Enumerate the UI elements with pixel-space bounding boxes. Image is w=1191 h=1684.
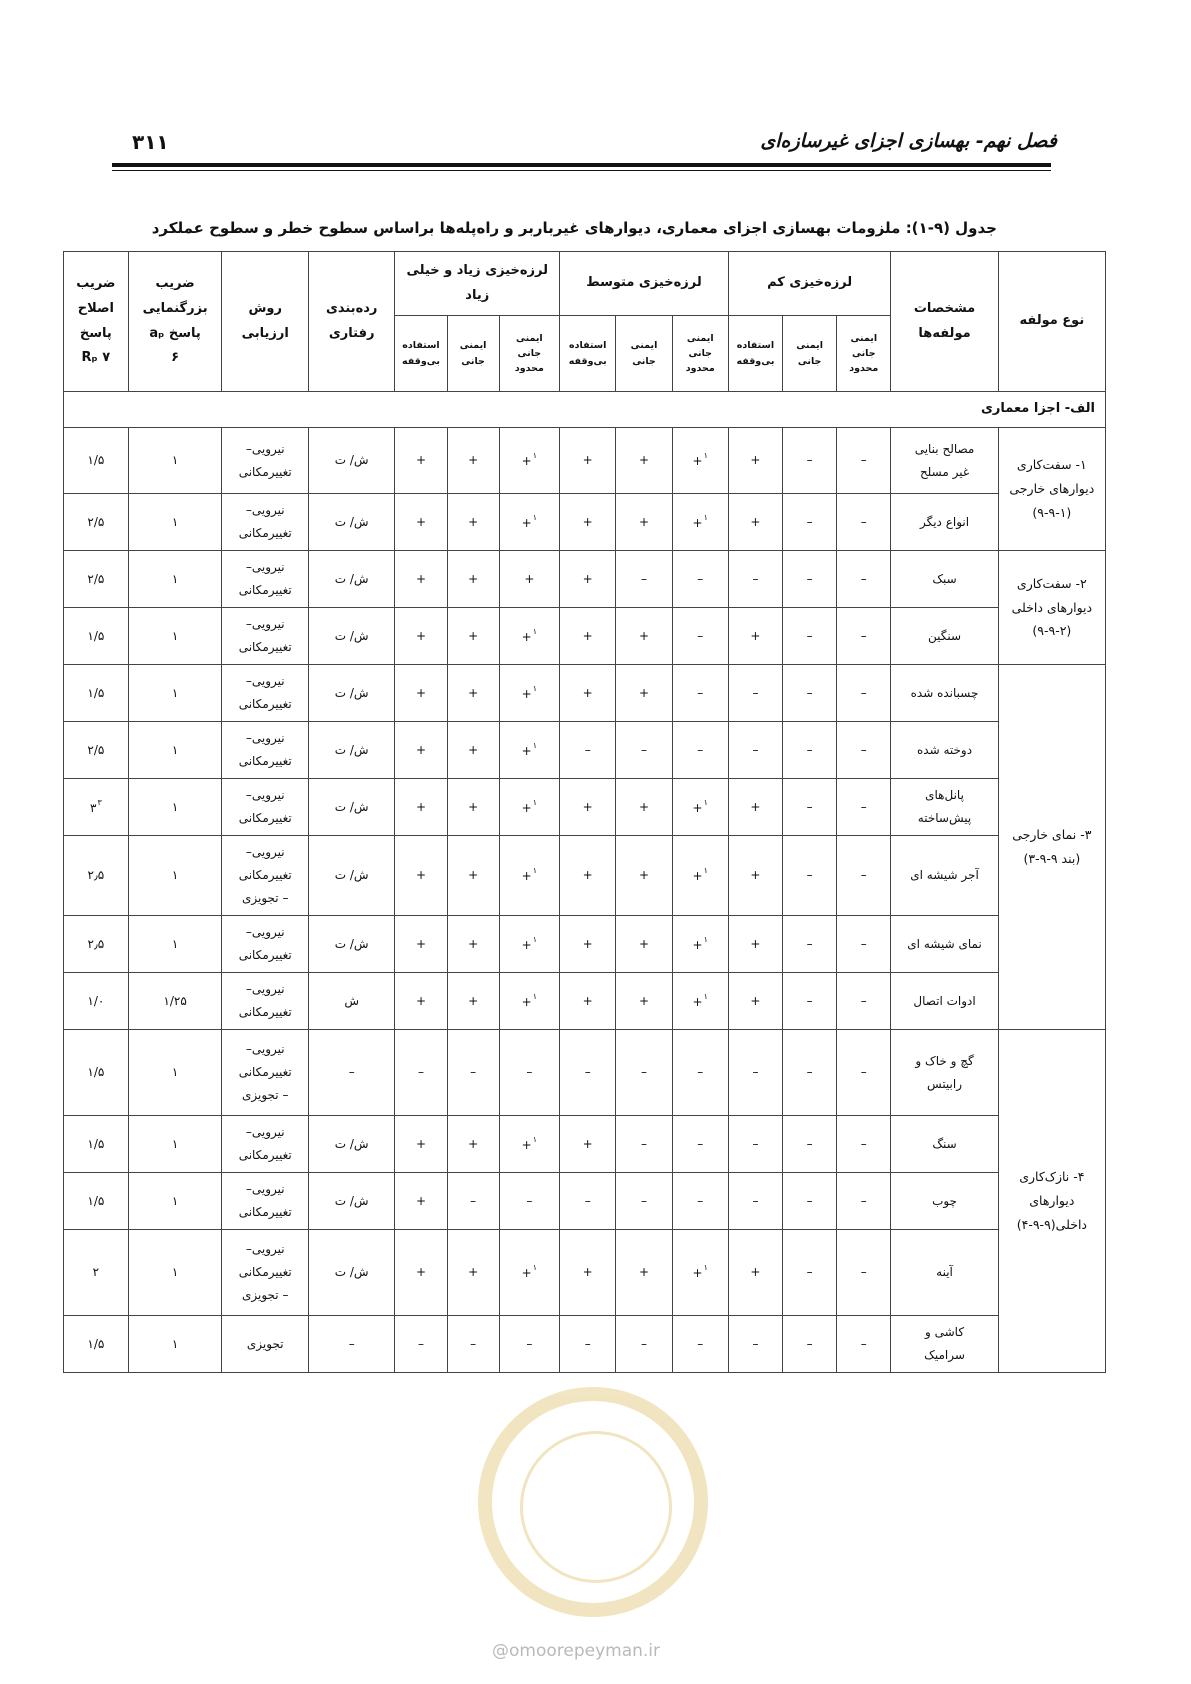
component-spec-cell: گچ و خاک و رابیتس bbox=[891, 1030, 998, 1116]
requirement-cell: + bbox=[447, 916, 499, 973]
requirement-cell: – bbox=[616, 722, 672, 779]
subheader-low-immediate-occupancy: استفاده بی‌وقفه bbox=[728, 316, 782, 392]
requirement-cell: – bbox=[616, 551, 672, 608]
requirement-cell: – bbox=[837, 494, 891, 551]
requirement-cell: + bbox=[395, 608, 447, 665]
requirement-cell: – bbox=[783, 1030, 837, 1116]
requirement-symbol: + bbox=[692, 937, 703, 952]
table-caption: جدول (۹-۱): ملزومات بهسازی اجزای معماری، دیوارهای غیرباربر و راه‌پله‌ها براساس سطوح خطر و سطوح عملکرد bbox=[151, 219, 997, 237]
table-row bbox=[64, 665, 1106, 722]
requirement-cell: – bbox=[560, 722, 616, 779]
amplification-factor-cell: ۱ bbox=[128, 665, 222, 722]
component-spec-cell: نمای شیشه ای bbox=[891, 916, 998, 973]
requirement-cell bbox=[672, 973, 728, 1030]
requirement-symbol: + bbox=[521, 994, 532, 1009]
header-rule-thin bbox=[112, 170, 1051, 171]
response-modification-factor-cell: ۱/۵ bbox=[64, 1116, 129, 1173]
requirement-cell: – bbox=[783, 722, 837, 779]
footnote-mark: ۱ bbox=[703, 866, 708, 876]
requirement-cell: + bbox=[728, 916, 782, 973]
table-row bbox=[64, 1230, 1106, 1316]
requirement-cell: + bbox=[560, 1116, 616, 1173]
requirement-cell: + bbox=[395, 1116, 447, 1173]
requirement-cell bbox=[499, 665, 559, 722]
requirement-cell: + bbox=[728, 1230, 782, 1316]
requirement-cell: + bbox=[616, 1230, 672, 1316]
requirement-cell: – bbox=[672, 608, 728, 665]
requirement-cell: + bbox=[728, 494, 782, 551]
requirement-cell: – bbox=[783, 551, 837, 608]
subheader-low-life-safety: ایمنی جانی bbox=[783, 316, 837, 392]
footnote-mark: ۱ bbox=[703, 991, 708, 1001]
requirement-cell: – bbox=[616, 1173, 672, 1230]
requirement-cell: – bbox=[672, 722, 728, 779]
requirement-cell: – bbox=[447, 1316, 499, 1373]
requirement-cell: + bbox=[728, 973, 782, 1030]
section-architectural-components: الف- اجزا معماری bbox=[64, 392, 1106, 428]
requirement-cell bbox=[672, 494, 728, 551]
watermark-url: @omoorepeyman.ir bbox=[492, 1641, 661, 1661]
requirement-cell bbox=[499, 608, 559, 665]
requirement-cell: – bbox=[616, 1316, 672, 1373]
component-spec-cell: انواع دیگر bbox=[891, 494, 998, 551]
amplification-factor-cell: ۱ bbox=[128, 494, 222, 551]
requirement-symbol: + bbox=[692, 800, 703, 815]
requirement-cell: + bbox=[395, 1173, 447, 1230]
requirement-cell: + bbox=[560, 1230, 616, 1316]
page-number: ۳۱۱ bbox=[132, 130, 169, 154]
requirement-cell: + bbox=[616, 428, 672, 494]
amplification-factor-cell: ۱ bbox=[128, 836, 222, 916]
amplification-factor-cell: ۱ bbox=[128, 1173, 222, 1230]
footnote-mark: ۱ bbox=[532, 991, 538, 1001]
component-spec-cell: کاشی و سرامیک bbox=[891, 1316, 998, 1373]
behavior-class-cell: ش/ ت bbox=[308, 428, 394, 494]
amplification-factor-cell: ۱ bbox=[128, 779, 222, 836]
amplification-factor-cell: ۱ bbox=[128, 428, 222, 494]
component-type-cell: ۴- نازک‌کاری دیوارهای داخلی(۹-۹-۴) bbox=[998, 1030, 1105, 1373]
requirement-cell bbox=[499, 1116, 559, 1173]
requirement-cell: + bbox=[728, 779, 782, 836]
subheader-moderate-limited-life-safety: ایمنی جانی محدود bbox=[672, 316, 728, 392]
component-spec-cell: آینه bbox=[891, 1230, 998, 1316]
requirement-cell: – bbox=[728, 665, 782, 722]
eval-method-cell: نیرویی– تغییرمکانی bbox=[222, 916, 308, 973]
requirement-cell: + bbox=[395, 973, 447, 1030]
requirement-cell: – bbox=[672, 665, 728, 722]
requirement-cell: + bbox=[728, 608, 782, 665]
requirement-cell: – bbox=[837, 551, 891, 608]
requirement-cell bbox=[672, 1230, 728, 1316]
requirement-cell: – bbox=[837, 1116, 891, 1173]
table-row bbox=[64, 608, 1106, 665]
requirement-cell: + bbox=[616, 836, 672, 916]
amplification-factor-cell: ۱ bbox=[128, 608, 222, 665]
header-rule-thick bbox=[112, 163, 1051, 167]
amplification-factor-cell: ۱ bbox=[128, 1316, 222, 1373]
eval-method-cell: نیرویی– تغییرمکانی bbox=[222, 1116, 308, 1173]
eval-method-cell: نیرویی– تغییرمکانی bbox=[222, 973, 308, 1030]
requirement-cell bbox=[499, 428, 559, 494]
response-modification-factor-cell: ۲/۵ bbox=[64, 551, 129, 608]
requirement-cell: – bbox=[837, 1030, 891, 1116]
requirement-cell bbox=[672, 916, 728, 973]
behavior-class-cell: ش/ ت bbox=[308, 551, 394, 608]
requirement-cell: + bbox=[395, 494, 447, 551]
footnote-mark: ۱ bbox=[532, 1263, 538, 1273]
requirement-cell: – bbox=[499, 1316, 559, 1373]
requirement-cell: + bbox=[447, 494, 499, 551]
requirement-cell: – bbox=[616, 1030, 672, 1116]
eval-method-cell: تجویزی bbox=[222, 1316, 308, 1373]
requirement-symbol: + bbox=[521, 629, 532, 644]
requirement-cell: – bbox=[837, 973, 891, 1030]
requirement-cell: + bbox=[447, 551, 499, 608]
component-spec-cell: سنگ bbox=[891, 1116, 998, 1173]
component-spec-cell: دوخته شده bbox=[891, 722, 998, 779]
requirement-symbol: + bbox=[521, 686, 532, 701]
behavior-class-cell: ش/ ت bbox=[308, 1116, 394, 1173]
header-moderate-seismicity: لرزه‌خیزی متوسط bbox=[560, 252, 729, 316]
requirement-symbol: + bbox=[692, 994, 703, 1009]
table-row bbox=[64, 551, 1106, 608]
table-row bbox=[64, 916, 1106, 973]
table-row bbox=[64, 1316, 1106, 1373]
requirement-cell: + bbox=[447, 1230, 499, 1316]
response-modification-factor-cell: ۱/۵ bbox=[64, 665, 129, 722]
footnote-mark: ۱ bbox=[703, 934, 708, 944]
table-row bbox=[64, 779, 1106, 836]
requirement-cell: – bbox=[560, 1173, 616, 1230]
requirement-cell: + bbox=[395, 1230, 447, 1316]
requirement-cell bbox=[499, 494, 559, 551]
requirement-cell: – bbox=[728, 1116, 782, 1173]
component-spec-cell: سبک bbox=[891, 551, 998, 608]
requirement-cell: + bbox=[560, 916, 616, 973]
requirement-cell: + bbox=[395, 551, 447, 608]
subheader-low-limited-life-safety: ایمنی جانی محدود bbox=[837, 316, 891, 392]
amplification-factor-cell: ۱ bbox=[128, 1030, 222, 1116]
header-response-modification-factor: ضریب اصلاح پاسخ ۷ Rₚ bbox=[64, 252, 129, 392]
requirement-cell: + bbox=[395, 722, 447, 779]
behavior-class-cell: ش/ ت bbox=[308, 1173, 394, 1230]
requirement-cell: + bbox=[560, 428, 616, 494]
chapter-title: فصل نهم- بهسازی اجزای غیرسازه‌ای bbox=[760, 130, 1057, 152]
footnote-mark: ۱ bbox=[532, 797, 538, 807]
requirement-cell: + bbox=[447, 665, 499, 722]
footnote-mark: ۱ bbox=[532, 866, 538, 876]
requirement-cell bbox=[499, 722, 559, 779]
component-spec-cell: پانل‌های پیش‌ساخته bbox=[891, 779, 998, 836]
requirement-cell: – bbox=[783, 608, 837, 665]
watermark-seal bbox=[478, 1387, 708, 1617]
requirement-cell: + bbox=[616, 608, 672, 665]
eval-method-cell: نیرویی– تغییرمکانی bbox=[222, 428, 308, 494]
eval-method-cell: نیرویی– تغییرمکانی bbox=[222, 494, 308, 551]
requirement-cell: – bbox=[783, 428, 837, 494]
requirement-cell: – bbox=[783, 779, 837, 836]
footnote-mark: ۳ bbox=[97, 797, 102, 807]
amplification-factor-cell: ۱ bbox=[128, 722, 222, 779]
response-modification-factor-cell bbox=[64, 779, 129, 836]
requirement-cell: + bbox=[499, 551, 559, 608]
requirement-cell bbox=[672, 428, 728, 494]
subheader-moderate-immediate-occupancy: استفاده بی‌وقفه bbox=[560, 316, 616, 392]
response-modification-factor-cell: ۱/۵ bbox=[64, 608, 129, 665]
requirement-symbol: + bbox=[521, 454, 532, 469]
requirement-cell: + bbox=[560, 779, 616, 836]
requirement-cell: – bbox=[837, 836, 891, 916]
requirement-cell: + bbox=[616, 973, 672, 1030]
header-eval-method: روش ارزیابی bbox=[222, 252, 308, 392]
component-spec-cell: سنگین bbox=[891, 608, 998, 665]
requirement-cell bbox=[672, 779, 728, 836]
requirement-cell: – bbox=[837, 1173, 891, 1230]
table-row bbox=[64, 1116, 1106, 1173]
requirement-cell bbox=[499, 1230, 559, 1316]
requirement-symbol: + bbox=[521, 937, 532, 952]
watermark-seal-inner-ring bbox=[520, 1431, 672, 1583]
requirement-cell: – bbox=[837, 916, 891, 973]
requirement-cell: + bbox=[395, 836, 447, 916]
requirement-cell: – bbox=[783, 1173, 837, 1230]
requirement-cell: + bbox=[560, 836, 616, 916]
requirement-cell: – bbox=[837, 722, 891, 779]
requirement-cell: – bbox=[783, 494, 837, 551]
behavior-class-cell: ش/ ت bbox=[308, 722, 394, 779]
table-row bbox=[64, 1030, 1106, 1116]
requirement-cell: – bbox=[783, 916, 837, 973]
requirement-cell: – bbox=[837, 1316, 891, 1373]
header-component-type: نوع مولفه bbox=[998, 252, 1105, 392]
response-modification-factor-cell: ۲٫۵ bbox=[64, 836, 129, 916]
requirement-symbol: + bbox=[521, 800, 532, 815]
eval-method-cell: نیرویی– تغییرمکانی bbox=[222, 1173, 308, 1230]
requirement-cell: + bbox=[447, 1116, 499, 1173]
requirement-symbol: + bbox=[521, 1266, 532, 1281]
requirement-cell: – bbox=[837, 665, 891, 722]
requirement-cell: + bbox=[616, 665, 672, 722]
response-modification-factor-cell: ۱/۵ bbox=[64, 1316, 129, 1373]
requirement-cell: + bbox=[447, 428, 499, 494]
response-modification-factor-cell: ۱/۵ bbox=[64, 1173, 129, 1230]
requirement-cell: – bbox=[395, 1030, 447, 1116]
requirement-cell: – bbox=[395, 1316, 447, 1373]
amplification-factor-cell: ۱ bbox=[128, 916, 222, 973]
behavior-class-cell: ش/ ت bbox=[308, 836, 394, 916]
header-high-seismicity: لرزه‌خیزی زیاد و خیلی زیاد bbox=[395, 252, 560, 316]
requirement-cell: + bbox=[560, 665, 616, 722]
requirement-cell: + bbox=[447, 836, 499, 916]
eval-method-cell: نیرویی– تغییرمکانی bbox=[222, 779, 308, 836]
requirement-cell: – bbox=[783, 973, 837, 1030]
requirement-cell: + bbox=[447, 722, 499, 779]
rp-value: ۳ bbox=[89, 800, 97, 815]
requirement-cell: – bbox=[783, 665, 837, 722]
requirement-cell: – bbox=[728, 1030, 782, 1116]
requirement-cell: – bbox=[783, 1230, 837, 1316]
requirement-cell: – bbox=[560, 1030, 616, 1116]
eval-method-cell: نیرویی– تغییرمکانی bbox=[222, 665, 308, 722]
requirement-cell: + bbox=[395, 779, 447, 836]
behavior-class-cell: ش/ ت bbox=[308, 494, 394, 551]
eval-method-cell: نیرویی– تغییرمکانی – تجویزی bbox=[222, 1030, 308, 1116]
behavior-class-cell: ش/ ت bbox=[308, 1230, 394, 1316]
requirement-cell: + bbox=[616, 916, 672, 973]
footnote-mark: ۱ bbox=[703, 451, 708, 461]
requirement-cell: + bbox=[447, 973, 499, 1030]
table-row bbox=[64, 836, 1106, 916]
requirement-cell: – bbox=[728, 551, 782, 608]
footnote-mark: ۱ bbox=[703, 512, 708, 522]
requirement-cell: + bbox=[395, 428, 447, 494]
requirement-cell: + bbox=[560, 494, 616, 551]
response-modification-factor-cell: ۲ bbox=[64, 1230, 129, 1316]
subheader-high-immediate-occupancy: استفاده بی‌وقفه bbox=[395, 316, 447, 392]
requirement-cell: + bbox=[616, 494, 672, 551]
component-type-cell: ۳- نمای خارجی (بند ۹-۹-۳) bbox=[998, 665, 1105, 1030]
response-modification-factor-cell: ۲/۵ bbox=[64, 722, 129, 779]
subheader-high-limited-life-safety: ایمنی جانی محدود bbox=[499, 316, 559, 392]
footnote-mark: ۱ bbox=[703, 1263, 708, 1273]
header-amplification-factor: ضریب بزرگنمایی پاسخ aₚ ۶ bbox=[128, 252, 222, 392]
amplification-factor-cell: ۱/۲۵ bbox=[128, 973, 222, 1030]
requirement-cell: – bbox=[728, 722, 782, 779]
component-spec-cell: چوب bbox=[891, 1173, 998, 1230]
component-spec-cell: آجر شیشه ای bbox=[891, 836, 998, 916]
requirement-cell: + bbox=[447, 608, 499, 665]
footnote-mark: ۱ bbox=[532, 740, 538, 750]
requirement-cell: – bbox=[447, 1030, 499, 1116]
requirement-cell: + bbox=[560, 551, 616, 608]
requirement-cell: – bbox=[783, 1116, 837, 1173]
response-modification-factor-cell: ۲/۵ bbox=[64, 494, 129, 551]
eval-method-cell: نیرویی– تغییرمکانی bbox=[222, 551, 308, 608]
requirement-cell: – bbox=[616, 1116, 672, 1173]
footnote-mark: ۱ bbox=[532, 626, 538, 636]
requirement-cell: – bbox=[837, 779, 891, 836]
table-row bbox=[64, 494, 1106, 551]
requirement-cell: – bbox=[837, 608, 891, 665]
subheader-moderate-life-safety: ایمنی جانی bbox=[616, 316, 672, 392]
requirement-cell: – bbox=[672, 1030, 728, 1116]
requirement-symbol: + bbox=[521, 869, 532, 884]
component-spec-cell: چسبانده شده bbox=[891, 665, 998, 722]
requirement-cell: – bbox=[672, 1316, 728, 1373]
eval-method-cell: نیرویی– تغییرمکانی – تجویزی bbox=[222, 836, 308, 916]
requirement-cell: + bbox=[560, 973, 616, 1030]
behavior-class-cell: ش/ ت bbox=[308, 916, 394, 973]
component-type-cell: ۲- سفت‌کاری دیوارهای داخلی (۹-۹-۲) bbox=[998, 551, 1105, 665]
response-modification-factor-cell: ۱/۰ bbox=[64, 973, 129, 1030]
requirement-cell: + bbox=[395, 916, 447, 973]
amplification-factor-cell: ۱ bbox=[128, 1230, 222, 1316]
table-row bbox=[64, 722, 1106, 779]
requirement-cell bbox=[499, 973, 559, 1030]
table-row bbox=[64, 1173, 1106, 1230]
requirement-symbol: + bbox=[692, 515, 703, 530]
requirement-cell: – bbox=[672, 551, 728, 608]
table-row bbox=[64, 973, 1106, 1030]
footnote-mark: ۱ bbox=[532, 1134, 538, 1144]
header-component-spec: مشخصات مولفه‌ها bbox=[891, 252, 998, 392]
requirement-cell: – bbox=[783, 836, 837, 916]
eval-method-cell: نیرویی– تغییرمکانی bbox=[222, 722, 308, 779]
header-behavior-class: رده‌بندی رفتاری bbox=[308, 252, 394, 392]
footnote-mark: ۱ bbox=[532, 512, 538, 522]
requirement-cell: – bbox=[499, 1173, 559, 1230]
requirement-cell: + bbox=[395, 665, 447, 722]
behavior-class-cell: ش bbox=[308, 973, 394, 1030]
requirement-symbol: + bbox=[521, 1137, 532, 1152]
requirement-symbol: + bbox=[692, 869, 703, 884]
requirement-cell: + bbox=[616, 779, 672, 836]
component-type-cell: ۱- سفت‌کاری دیوارهای خارجی (۹-۹-۱) bbox=[998, 428, 1105, 551]
eval-method-cell: نیرویی– تغییرمکانی – تجویزی bbox=[222, 1230, 308, 1316]
requirement-cell: – bbox=[728, 1316, 782, 1373]
behavior-class-cell: ش/ ت bbox=[308, 665, 394, 722]
requirement-cell: + bbox=[728, 836, 782, 916]
eval-method-cell: نیرویی– تغییرمکانی bbox=[222, 608, 308, 665]
response-modification-factor-cell: ۲٫۵ bbox=[64, 916, 129, 973]
requirement-cell: – bbox=[728, 1173, 782, 1230]
requirement-cell: + bbox=[560, 608, 616, 665]
requirement-cell: – bbox=[837, 1230, 891, 1316]
requirement-cell: – bbox=[783, 1316, 837, 1373]
header-low-seismicity: لرزه‌خیزی کم bbox=[728, 252, 891, 316]
footnote-mark: ۱ bbox=[703, 797, 708, 807]
footnote-mark: ۱ bbox=[532, 683, 538, 693]
requirement-cell bbox=[499, 836, 559, 916]
requirement-cell: – bbox=[672, 1173, 728, 1230]
behavior-class-cell: – bbox=[308, 1030, 394, 1116]
requirement-symbol: + bbox=[521, 743, 532, 758]
requirement-symbol: + bbox=[692, 1266, 703, 1281]
requirements-table bbox=[63, 251, 1106, 1373]
table-row bbox=[64, 428, 1106, 494]
requirement-symbol: + bbox=[692, 454, 703, 469]
requirement-cell: – bbox=[560, 1316, 616, 1373]
requirement-cell: – bbox=[837, 428, 891, 494]
requirement-cell: + bbox=[728, 428, 782, 494]
amplification-factor-cell: ۱ bbox=[128, 551, 222, 608]
requirement-cell: + bbox=[447, 779, 499, 836]
component-spec-cell: مصالح بنایی غیر مسلح bbox=[891, 428, 998, 494]
response-modification-factor-cell: ۱/۵ bbox=[64, 428, 129, 494]
requirement-cell: – bbox=[672, 1116, 728, 1173]
requirement-cell bbox=[672, 836, 728, 916]
requirement-symbol: + bbox=[521, 515, 532, 530]
behavior-class-cell: – bbox=[308, 1316, 394, 1373]
component-spec-cell: ادوات اتصال bbox=[891, 973, 998, 1030]
footnote-mark: ۱ bbox=[532, 934, 538, 944]
behavior-class-cell: ش/ ت bbox=[308, 608, 394, 665]
subheader-high-life-safety: ایمنی جانی bbox=[447, 316, 499, 392]
footnote-mark: ۱ bbox=[532, 451, 538, 461]
requirement-cell bbox=[499, 916, 559, 973]
requirement-cell bbox=[499, 779, 559, 836]
requirement-cell: – bbox=[447, 1173, 499, 1230]
response-modification-factor-cell: ۱/۵ bbox=[64, 1030, 129, 1116]
behavior-class-cell: ش/ ت bbox=[308, 779, 394, 836]
amplification-factor-cell: ۱ bbox=[128, 1116, 222, 1173]
requirement-cell: – bbox=[499, 1030, 559, 1116]
